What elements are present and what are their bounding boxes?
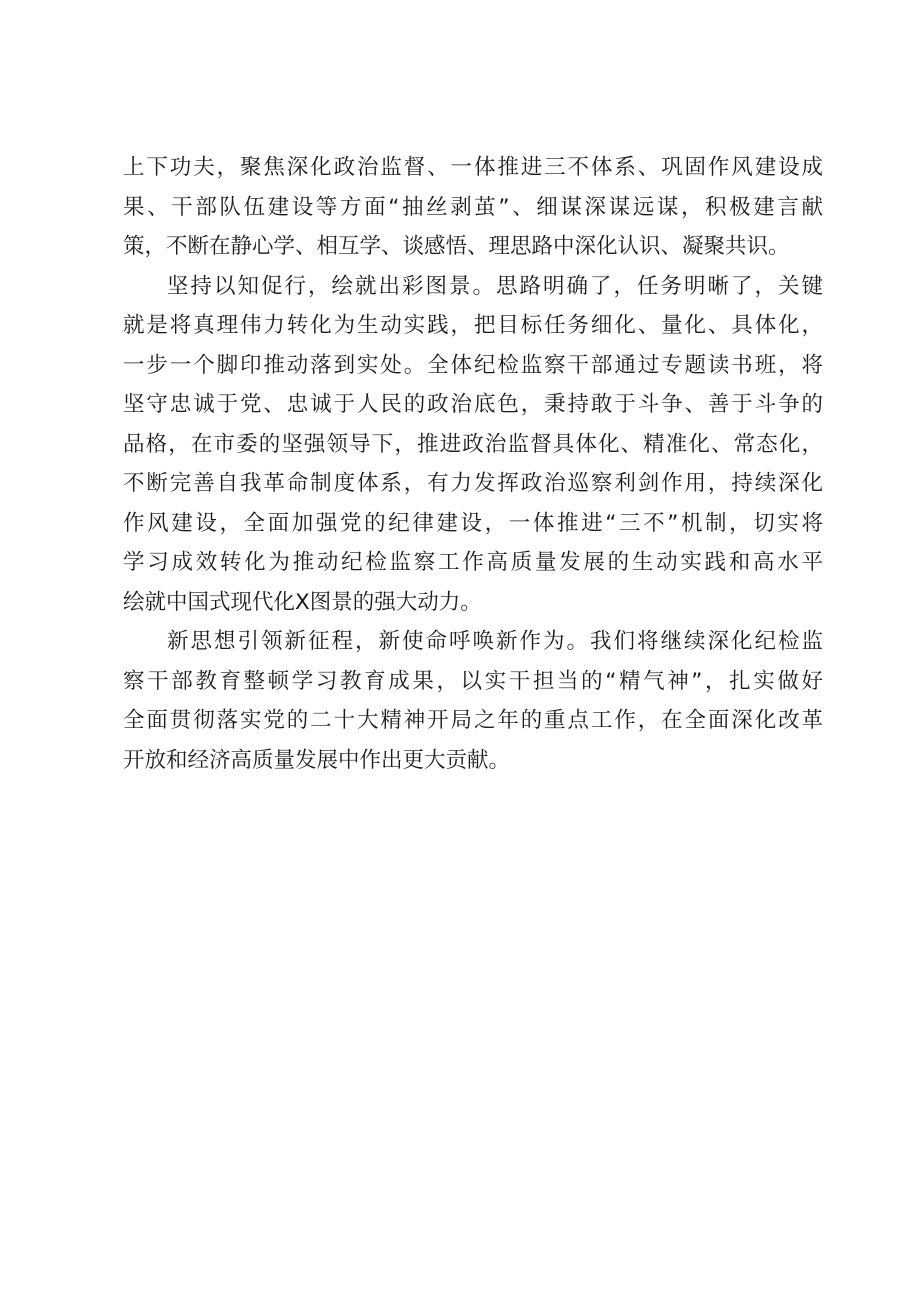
paragraph-line: 果、干部队伍建设等方面“抽丝剥茧”、细谋深谋远谋，积极建言献 [123, 194, 823, 220]
paragraph-line: 作风建设，全面加强党的纪律建设，一体推进“三不”机制，切实将 [123, 510, 823, 536]
paragraph-line: 全面贯彻落实党的二十大精神开局之年的重点工作，在全面深化改革 [123, 708, 823, 733]
paragraph-line: 新思想引领新征程，新使命呼唤新作为。我们将继续深化纪检监 [167, 629, 823, 654]
paragraph-3 [123, 622, 823, 780]
paragraph-1 [123, 148, 823, 267]
document-body [123, 148, 823, 780]
paragraph-line: 上下功夫，聚焦深化政治监督、一体推进三不体系、巩固作风建设成 [123, 155, 823, 180]
paragraph-line: 坚持以知促行，绘就出彩图景。思路明确了，任务明晰了，关键 [167, 273, 823, 299]
paragraph-line: 学习成效转化为推动纪检监察工作高质量发展的生动实践和高水平 [123, 550, 823, 575]
paragraph-line: 品格，在市委的坚强领导下，推进政治监督具体化、精准化、常态化， [123, 431, 823, 457]
paragraph-line: 就是将真理伟力转化为生动实践，把目标任务细化、量化、具体化， [123, 313, 823, 338]
paragraph-line: 坚守忠诚于党、忠诚于人民的政治底色，秉持敢于斗争、善于斗争的 [123, 392, 823, 417]
paragraph-line: 一步一个脚印推动落到实处。全体纪检监察干部通过专题读书班，将 [123, 352, 823, 378]
paragraph-line: 策，不断在静心学、相互学、谈感悟、理思路中深化认识、凝聚共识。 [123, 234, 790, 259]
paragraph-line: 察干部教育整顿学习教育成果，以实干担当的“精气神”，扎实做好 [123, 668, 823, 694]
paragraph-line: 开放和经济高质量发展中作出更大贡献。 [123, 747, 511, 773]
paragraph-line: 绘就中国式现代化X图景的强大动力。 [123, 589, 482, 615]
paragraph-line: 不断完善自我革命制度体系，有力发挥政治巡察利剑作用，持续深化 [123, 471, 823, 496]
paragraph-2 [123, 267, 823, 623]
